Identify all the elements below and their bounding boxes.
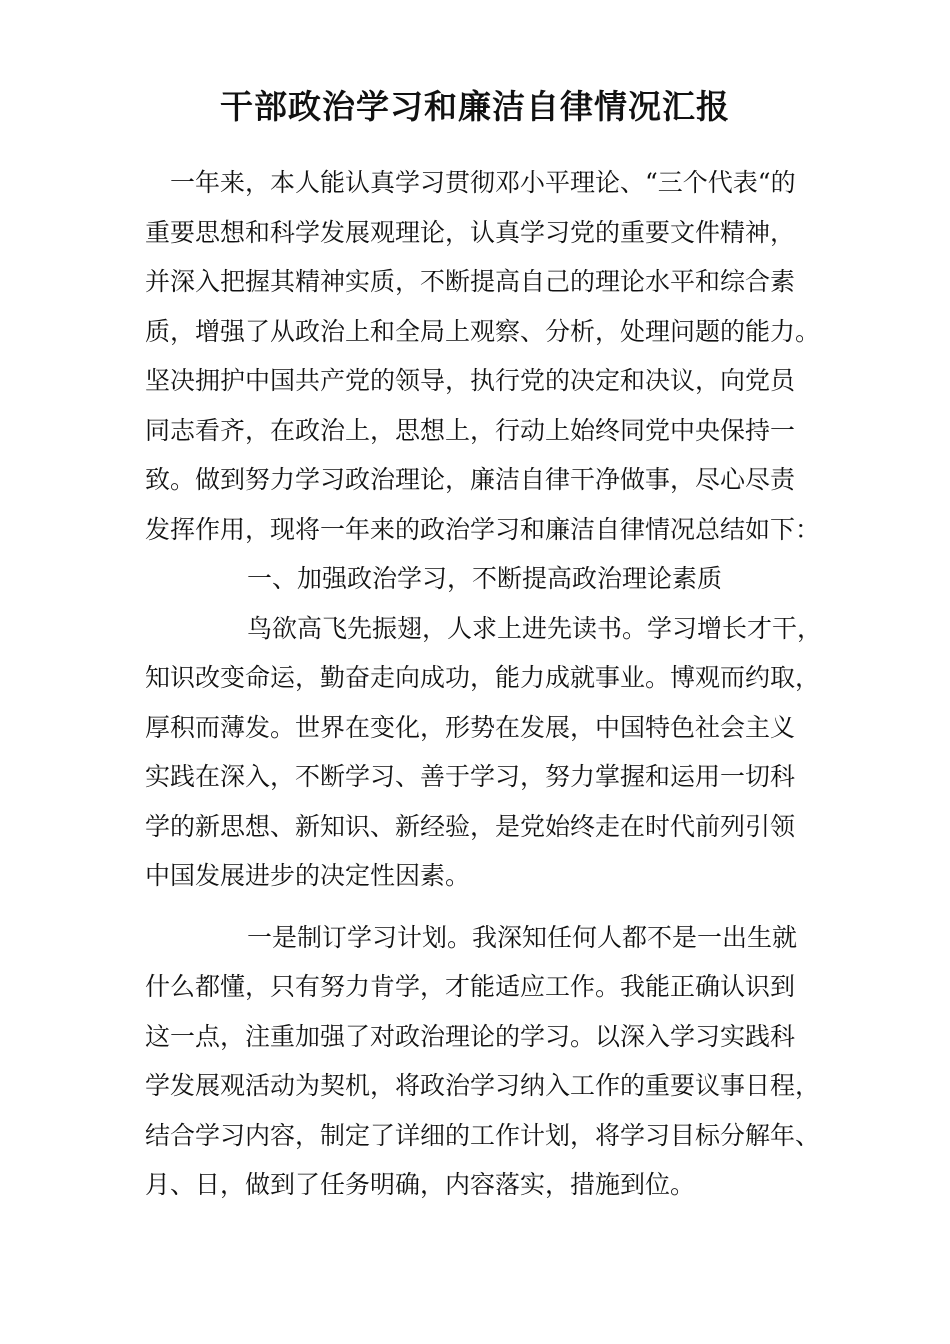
paragraph-line: 这一点，注重加强了对政治理论的学习。以深入学习实践科 <box>145 1021 796 1051</box>
paragraph-line: 实践在深入，不断学习、善于学习，努力掌握和运用一切科 <box>145 762 796 791</box>
paragraph-line: 同志看齐，在政治上，思想上，行动上始终同党中央保持一 <box>145 415 796 445</box>
paragraph-line: 学发展观活动为契机，将政治学习纳入工作的重要议事日程， <box>145 1071 821 1100</box>
paragraph-line: 发挥作用，现将一年来的政治学习和廉洁自律情况总结如下： <box>145 514 821 544</box>
paragraph-line: 什么都懂，只有努力肯学，才能适应工作。我能正确认识到 <box>145 972 796 1001</box>
document-body <box>145 158 823 1210</box>
paragraph-line: 一是制订学习计划。我深知任何人都不是一出生就 <box>247 922 798 952</box>
section-heading: 一、加强政治学习，不断提高政治理论素质 <box>247 564 723 593</box>
paragraph-line: 结合学习内容，制定了详细的工作计划，将学习目标分解年、 <box>145 1120 821 1150</box>
paragraph-line: 中国发展进步的决定性因素。 <box>145 861 471 890</box>
document-title: 干部政治学习和廉洁自律情况汇报 <box>220 87 730 126</box>
paragraph-line: 坚决拥护中国共产党的领导，执行党的决定和决议，向党员 <box>145 366 796 395</box>
paragraph-line: 鸟欲高飞先振翅，人求上进先读书。学习增长才干， <box>247 613 823 643</box>
paragraph-line: 并深入把握其精神实质，不断提高自己的理论水平和综合素 <box>145 267 796 296</box>
paragraph-line: 月、日，做到了任务明确，内容落实，措施到位。 <box>145 1170 696 1199</box>
paragraph-line: 重要思想和科学发展观理论，认真学习党的重要文件精神， <box>145 217 796 247</box>
paragraph-line: 知识改变命运，勤奋走向成功，能力成就事业。博观而约取， <box>145 663 821 692</box>
paragraph-line: 质，增强了从政治上和全局上观察、分析，处理问题的能力。 <box>145 316 821 346</box>
paragraph-line: 学的新思想、新知识、新经验，是党始终走在时代前列引领 <box>145 811 796 841</box>
paragraph-line: 致。做到努力学习政治理论，廉洁自律干净做事，尽心尽责 <box>145 465 796 494</box>
paragraph-line: 厚积而薄发。世界在变化，形势在发展，中国特色社会主义 <box>145 712 796 742</box>
paragraph-line: 一年来，本人能认真学习贯彻邓小平理论、“三个代表“的 <box>170 168 796 197</box>
